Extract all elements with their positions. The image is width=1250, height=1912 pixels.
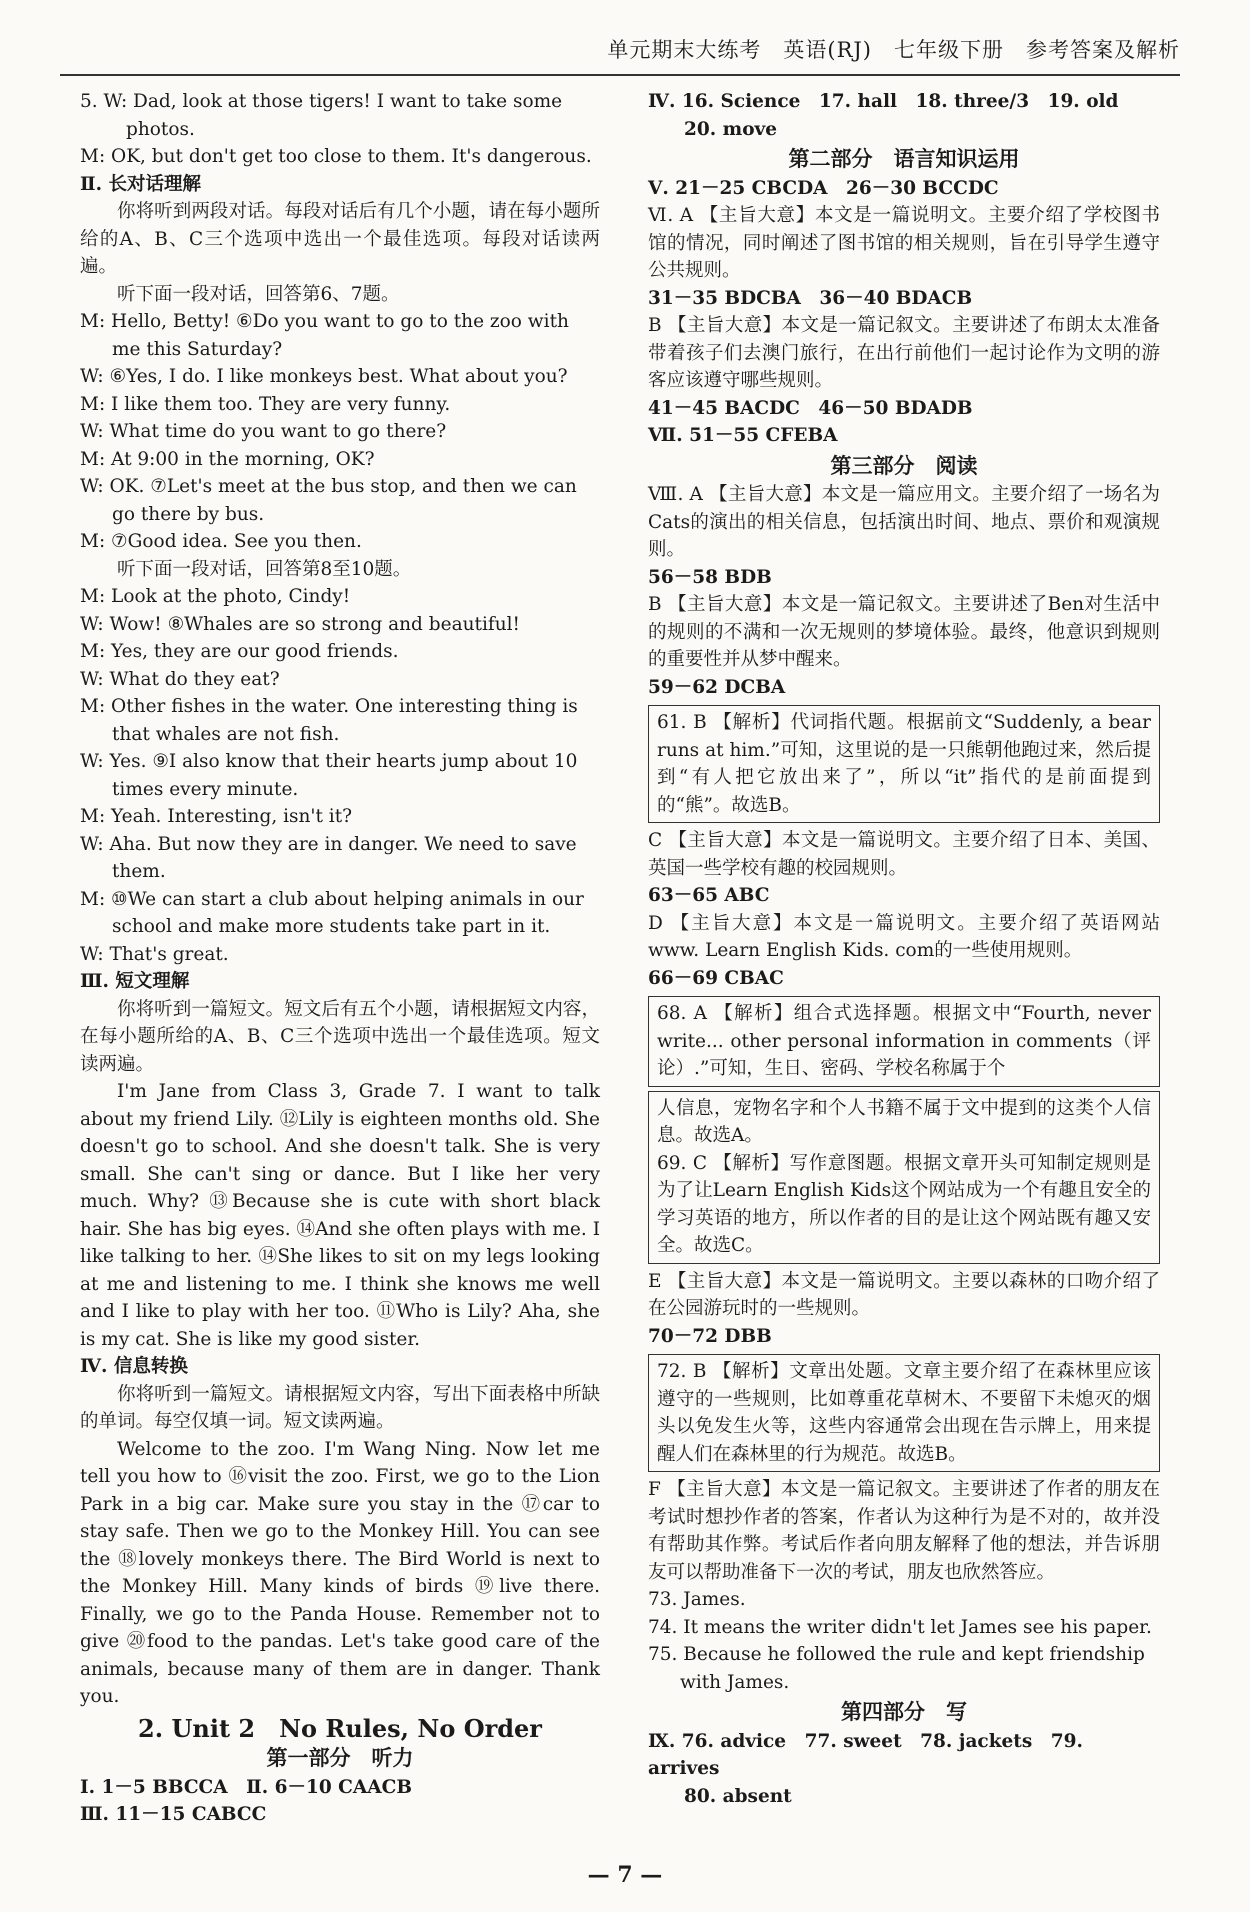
answer-line: Ⅸ. 76. advice 77. sweet 78. jackets 79. arrives	[648, 1730, 1083, 1779]
dialogue-line: M: ⑩We can start a club about helping animals in our school and make more students take part in it.	[80, 888, 584, 937]
right-column	[648, 88, 1160, 1810]
answer-line: 20. move	[684, 118, 778, 140]
dialogue-line: M: Other fishes in the water. One interesting thing is that whales are not fish.	[80, 696, 578, 745]
section-title: Ⅳ. 信息转换	[80, 1356, 188, 1377]
answer-line: 74. It means the writer didn't let James see his paper.	[648, 1616, 1152, 1638]
summary: E 【主旨大意】本文是一篇说明文。主要以森林的口吻介绍了在公园游玩时的一些规则。	[648, 1270, 1160, 1319]
answer-line: 66－69 CBAC	[648, 967, 784, 989]
dialogue-line: M: OK, but don't get too close to them. It's dangerous.	[80, 146, 592, 167]
dialogue-line: M: ⑦Good idea. See you then.	[80, 531, 362, 552]
dialogue-line: M: Yes, they are our good friends.	[80, 641, 399, 662]
part-title: 第四部分 写	[841, 1699, 967, 1724]
instruction: 你将听到一篇短文。请根据短文内容，写出下面表格中所缺的单词。每空仅填一词。短文读两遍。	[80, 1383, 600, 1432]
answer-line: 56－58 BDB	[648, 566, 772, 588]
explanation-box: 68. A 【解析】组合式选择题。根据文中“Fourth, never write... other personal information in comments（评论）.”可知，生日、密码、学校名称属于个	[648, 996, 1160, 1087]
dialogue-line: W: Aha. But now they are in danger. We need to save them.	[80, 833, 577, 882]
dialogue-line: W: That's great.	[80, 943, 229, 965]
dialogue-line: W: What do they eat?	[80, 668, 280, 690]
dialogue-line: W: Wow! ⑧Whales are so strong and beautiful!	[80, 613, 520, 635]
summary: Ⅵ. A 【主旨大意】本文是一篇说明文。主要介绍了学校图书馆的情况，同时阐述了图书馆的相关规则，旨在引导学生遵守公共规则。	[648, 205, 1160, 281]
summary: B 【主旨大意】本文是一篇记叙文。主要讲述了Ben对生活中的规则的不满和一次无规则的梦境体验。最终，他意识到规则的重要性并从梦中醒来。	[648, 594, 1160, 670]
section-title: Ⅲ. 短文理解	[80, 971, 190, 992]
explanation-box	[648, 1091, 1160, 1264]
dialogue-line: W: Yes. ⑨I also know that their hearts jump about 10 times every minute.	[80, 751, 578, 800]
dialogue-line: 5. W: Dad, look at those tigers! I want to take some photos.	[80, 91, 563, 140]
page-header: 单元期末大练考 英语(RJ) 七年级下册 参考答案及解析	[60, 34, 1180, 76]
dialogue-line: M: Yeah. Interesting, isn't it?	[80, 806, 353, 827]
instruction: 你将听到两段对话。每段对话后有几个小题，请在每小题所给的A、B、C三个选项中选出一个最佳选项。每段对话读两遍。	[80, 201, 600, 277]
summary: B 【主旨大意】本文是一篇记叙文。主要讲述了布朗太太准备带着孩子们去澳门旅行，在出行前他们一起讨论作为文明的游客应该遵守哪些规则。	[648, 315, 1160, 391]
answer-line: Ⅲ. 11－15 CABCC	[80, 1804, 267, 1825]
answer-line: 31－35 BDCBA 36－40 BDACB	[648, 287, 973, 309]
explanation-text: 人信息，宠物名字和个人书籍不属于文中提到的这类个人信息。故选A。	[657, 1097, 1151, 1146]
answer-line: 59－62 DCBA	[648, 676, 786, 698]
passage: I'm Jane from Class 3, Grade 7. I want to talk about my friend Lily. ⑫Lily is eighteen months old. She doesn't go to school. And she doesn't talk. She is very small. She can't sing or dance. But I like her very much. Why? ⑬Because she is cute with short black hair. She has big eyes. ⑭And she often plays with me. I like talking to her. ⑭She likes to sit on my legs looking at me and listening to me. I think she knows me well and I like to play with her too. ⑪Who is Lily? Aha, she is my cat. She is like my good sister.	[80, 1081, 600, 1350]
answer-line: Ⅳ. 16. Science 17. hall 18. three/3 19. old	[648, 91, 1119, 112]
answer-line: 80. absent	[684, 1785, 792, 1807]
summary: Ⅷ. A 【主旨大意】本文是一篇应用文。主要介绍了一场名为Cats的演出的相关信息，包括演出时间、地点、票价和观演规则。	[648, 484, 1160, 560]
summary: C 【主旨大意】本文是一篇说明文。主要介绍了日本、美国、英国一些学校有趣的校园规则。	[648, 830, 1160, 879]
explanation-box: 61. B 【解析】代词指代题。根据前文“Suddenly, a bear runs at him.”可知，这里说的是一只熊朝他跑过来，然后提到“有人把它放出来了”，所以“it”指代的是前面提到的“熊”。故选B。	[648, 705, 1160, 823]
summary: D 【主旨大意】本文是一篇说明文。主要介绍了英语网站www. Learn English Kids. com的一些使用规则。	[648, 912, 1160, 961]
left-column	[80, 88, 600, 1829]
instruction: 听下面一段对话，回答第8至10题。	[117, 558, 412, 580]
instruction: 你将听到一篇短文。短文后有五个小题，请根据短文内容，在每小题所给的A、B、C三个选项中选出一个最佳选项。短文读两遍。	[80, 998, 600, 1075]
answer-line: 73. James.	[648, 1589, 746, 1610]
answer-line: Ⅰ. 1－5 BBCCA Ⅱ. 6－10 CAACB	[80, 1776, 412, 1798]
answer-line: 70－72 DBB	[648, 1325, 772, 1347]
answer-line: 63－65 ABC	[648, 885, 770, 906]
dialogue-line: W: What time do you want to go there?	[80, 421, 447, 442]
dialogue-line: M: At 9:00 in the morning, OK?	[80, 448, 375, 470]
part-title: 第一部分 听力	[266, 1745, 414, 1770]
summary: F 【主旨大意】本文是一篇记叙文。主要讲述了作者的朋友在考试时想抄作者的答案，作者认为这种行为是不对的，故并没有帮助其作弊。考试后作者向朋友解释了他的想法，并告诉朋友可以帮助准备下一次的考试，朋友也欣然答应。	[648, 1479, 1160, 1583]
passage: Welcome to the zoo. I'm Wang Ning. Now let me tell you how to ⑯visit the zoo. First, we go to the Lion Park in a big car. Make sure you stay in the ⑰car to stay safe. Then we go to the Monkey Hill. You can see the ⑱lovely monkeys there. The Bird World is next to the Monkey Hill. Many kinds of birds ⑲live there. Finally, we go to the Panda House. Remember not to give ⑳food to the pandas. Let's take good care of the animals, because many of them are in danger. Thank you.	[80, 1438, 600, 1707]
section-title: Ⅱ. 长对话理解	[80, 173, 201, 195]
dialogue-line: M: Look at the photo, Cindy!	[80, 586, 351, 607]
explanation-box: 72. B 【解析】文章出处题。文章主要介绍了在森林里应该遵守的一些规则，比如尊重花草树木、不要留下未熄灭的烟头以免发生火等，这些内容通常会出现在告示牌上，用来提醒人们在森林里的行为规范。故选B。	[648, 1354, 1160, 1472]
answer-line: 41－45 BACDC 46－50 BDADB	[648, 397, 973, 419]
explanation-text: 69. C 【解析】写作意图题。根据文章开头可知制定规则是为了让Learn English Kids这个网站成为一个有趣且安全的学习英语的地方，所以作者的目的是让这个网站既有趣又安全。故选C。	[657, 1152, 1151, 1256]
part-title: 第三部分 阅读	[830, 452, 978, 478]
page-number: — 7 —	[587, 1862, 663, 1888]
answer-line: Ⅶ. 51－55 CFEBA	[648, 425, 838, 446]
answer-line: Ⅴ. 21－25 CBCDA 26－30 BCCDC	[648, 177, 999, 199]
part-title: 第二部分 语言知识运用	[788, 146, 1020, 171]
dialogue-line: W: OK. ⑦Let's meet at the bus stop, and then we can go there by bus.	[80, 476, 577, 525]
instruction: 听下面一段对话，回答第6、7题。	[117, 283, 400, 305]
unit-title: 2. Unit 2 No Rules, No Order	[138, 1713, 542, 1743]
dialogue-line: M: I like them too. They are very funny.	[80, 393, 451, 415]
answer-line: 75. Because he followed the rule and kept friendship with James.	[648, 1644, 1145, 1693]
dialogue-line: W: ⑥Yes, I do. I like monkeys best. What about you?	[80, 366, 568, 387]
dialogue-line: M: Hello, Betty! ⑥Do you want to go to the zoo with me this Saturday?	[80, 311, 569, 360]
